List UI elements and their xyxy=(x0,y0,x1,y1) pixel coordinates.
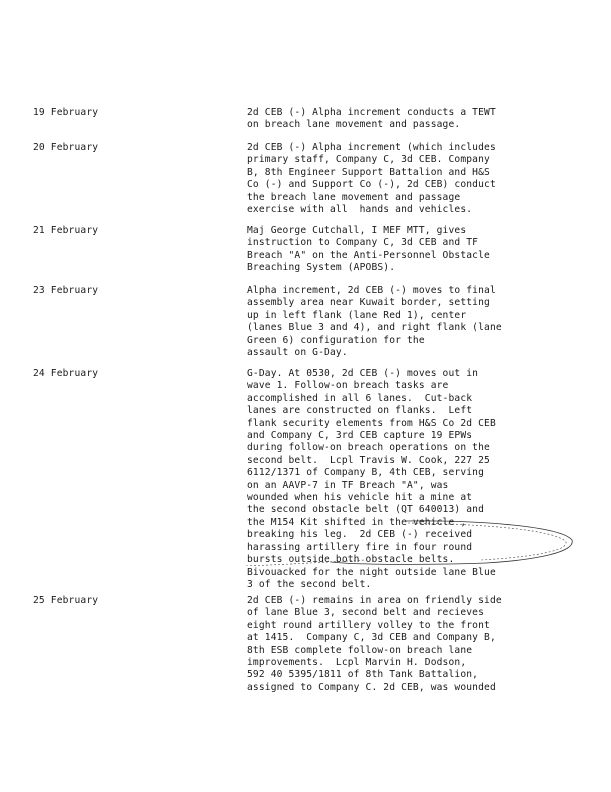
entry-line: accomplished in all 6 lanes. Cut-back xyxy=(247,392,473,404)
entry-line: and Company C, 3rd CEB capture 19 EPWs xyxy=(247,430,473,442)
entry-line: 2d CEB (-) Alpha increment (which includes xyxy=(247,142,496,153)
entry-text xyxy=(247,225,577,275)
entry-line: the breach lane movement and passage xyxy=(247,191,461,203)
entry-line: Alpha increment, 2d CEB (-) moves to final xyxy=(247,285,496,296)
entry-date: 23 February xyxy=(33,285,99,296)
entry-line: 6112/1371 of Company B, 4th CEB, serving xyxy=(247,467,485,479)
entry-line: exercise with all hands and vehicles. xyxy=(247,204,473,216)
entry-line: 3 of the second belt. xyxy=(247,578,372,590)
entry-line: eight round artillery volley to the front xyxy=(247,619,490,631)
entry-line: 592 40 5395/1811 of 8th Tank Battalion, xyxy=(247,669,479,681)
entry-line: improvements. Lcpl Marvin H. Dodson, xyxy=(247,657,467,669)
entry-line: the M154 Kit shifted in the vehicle , xyxy=(247,516,467,528)
entry-line: instruction to Company C, 3d CEB and TF xyxy=(247,237,479,249)
entry-line: second belt. Lcpl Travis W. Cook, 227 25 xyxy=(247,454,490,466)
entry-text xyxy=(247,368,577,591)
entry-text xyxy=(247,107,577,132)
entry-line: 2d CEB (-) remains in area on friendly side xyxy=(247,595,502,606)
entry-line: on an AAVP-7 in TF Breach "A", was xyxy=(247,479,449,491)
entry-line: Maj George Cutchall, I MEF MTT, gives xyxy=(247,225,467,236)
entry-line: B, 8th Engineer Support Battalion and H&S xyxy=(247,166,490,178)
entry-line: flank security elements from H&S Co 2d CEB xyxy=(247,417,496,429)
entry-line: on breach lane movement and passage. xyxy=(247,119,461,131)
entry-date: 19 February xyxy=(33,107,99,118)
entry-line: of lane Blue 3, second belt and recieves xyxy=(247,607,485,619)
entry-text xyxy=(247,142,577,216)
entry-line: Breaching System (APOBS). xyxy=(247,262,396,274)
entry-date: 25 February xyxy=(33,595,99,606)
entry-date: 21 February xyxy=(33,225,99,236)
entry-line: 2d CEB (-) Alpha increment conducts a TEWT xyxy=(247,107,496,118)
entry-line: harassing artillery fire in four round xyxy=(247,541,473,553)
entry-line: Co (-) and Support Co (-), 2d CEB) conduct xyxy=(247,179,496,191)
entry-text xyxy=(247,595,577,694)
entry-date: 20 February xyxy=(33,142,99,153)
entry-line: assembly area near Kuwait border, setting xyxy=(247,297,490,309)
entry-line: wave 1. Follow-on breach tasks are xyxy=(247,380,449,392)
entry-line: lanes are constructed on flanks. Left xyxy=(247,405,473,417)
entry-line: bursts outside both obstacle belts. xyxy=(247,554,455,566)
entry-line: Bivouacked for the night outside lane Blue xyxy=(247,566,496,578)
entry-line: primary staff, Company C, 3d CEB. Company xyxy=(247,154,490,166)
entry-date: 24 February xyxy=(33,368,99,379)
entry-line: assigned to Company C. 2d CEB, was wounded xyxy=(247,681,496,693)
entry-line: G-Day. At 0530, 2d CEB (-) moves out in xyxy=(247,368,479,379)
entry-text xyxy=(247,285,577,359)
entry-line: up in left flank (lane Red 1), center xyxy=(247,309,467,321)
entry-line: breaking his leg. 2d CEB (-) received xyxy=(247,529,473,541)
entry-line: wounded when his vehicle hit a mine at xyxy=(247,492,473,504)
entry-line: assault on G-Day. xyxy=(247,347,348,359)
entry-line: during follow-on breach operations on the xyxy=(247,442,490,454)
entry-line: 8th ESB complete follow-on breach lane xyxy=(247,644,473,656)
entry-line: Breach "A" on the Anti-Personnel Obstacle xyxy=(247,249,490,261)
entry-line: the second obstacle belt (QT 640013) and xyxy=(247,504,485,516)
entry-line: Green 6) configuration for the xyxy=(247,334,425,346)
entry-line: (lanes Blue 3 and 4), and right flank (lane xyxy=(247,322,502,334)
entry-line: at 1415. Company C, 3d CEB and Company B, xyxy=(247,632,496,644)
